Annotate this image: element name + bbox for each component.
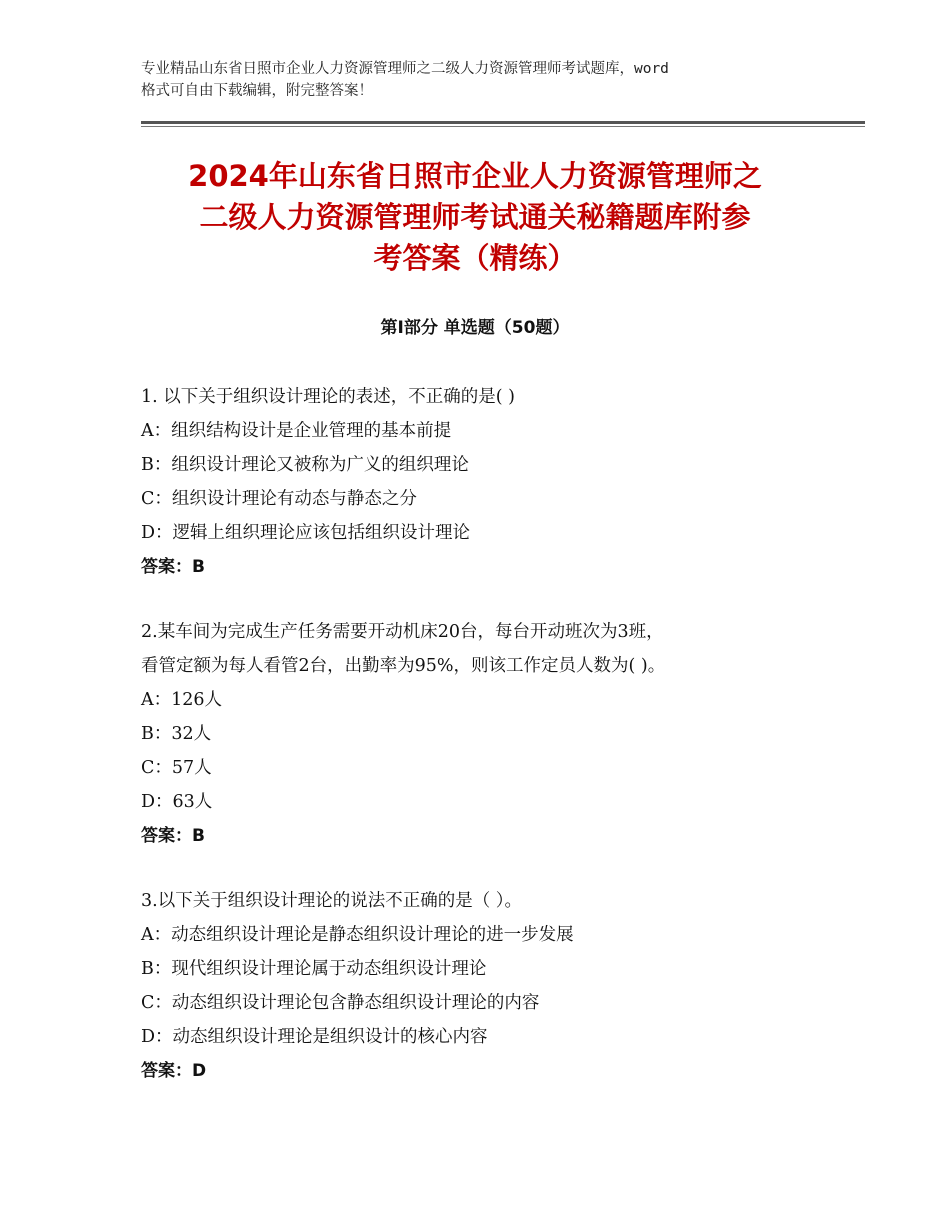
answer: 答案：B	[141, 826, 205, 846]
document-title	[110, 156, 840, 279]
document-title-line-1: 2024年山东省日照市企业人力资源管理师之	[188, 159, 762, 193]
header-note-line-1: 专业精品山东省日照市企业人力资源管理师之二级人力资源管理师考试题库，word	[141, 61, 669, 77]
question-list	[141, 380, 841, 1119]
header-rule-thin	[141, 126, 865, 127]
question-2	[141, 615, 841, 853]
header-note	[141, 58, 831, 102]
document-title-line-3: 考答案（精练）	[373, 241, 577, 275]
header-rule-thick	[141, 121, 865, 124]
answer: 答案：D	[141, 1061, 207, 1081]
question-stem-continued: 看管定额为每人看管2台，出勤率为95%，则该工作定员人数为( )。	[141, 656, 666, 676]
section-title: 第Ⅰ部分 单选题（50题）	[380, 318, 570, 338]
option-b: B：组织设计理论又被称为广义的组织理论	[141, 455, 469, 475]
option-b: B：现代组织设计理论属于动态组织设计理论	[141, 959, 487, 979]
answer: 答案：B	[141, 557, 205, 577]
question-stem: 2.某车间为完成生产任务需要开动机床20台，每台开动班次为3班，	[141, 622, 664, 642]
option-c: C：动态组织设计理论包含静态组织设计理论的内容	[141, 993, 540, 1013]
option-c: C：组织设计理论有动态与静态之分	[141, 489, 417, 509]
option-a: A：组织结构设计是企业管理的基本前提	[141, 421, 452, 441]
question-3	[141, 884, 841, 1088]
header-note-line-2: 格式可自由下载编辑，附完整答案！	[141, 83, 373, 99]
option-d: D：动态组织设计理论是组织设计的核心内容	[141, 1027, 488, 1047]
option-a: A：动态组织设计理论是静态组织设计理论的进一步发展	[141, 925, 574, 945]
document-title-line-2: 二级人力资源管理师考试通关秘籍题库附参	[199, 200, 751, 234]
question-stem: 1. 以下关于组织设计理论的表述，不正确的是( )	[141, 387, 515, 407]
option-d: D：逻辑上组织理论应该包括组织设计理论	[141, 523, 471, 543]
option-d: D：63人	[141, 792, 213, 812]
option-a: A：126人	[141, 690, 223, 710]
option-c: C：57人	[141, 758, 212, 778]
question-stem: 3.以下关于组织设计理论的说法不正确的是（ ）。	[141, 891, 523, 911]
question-1	[141, 380, 841, 584]
option-b: B：32人	[141, 724, 212, 744]
